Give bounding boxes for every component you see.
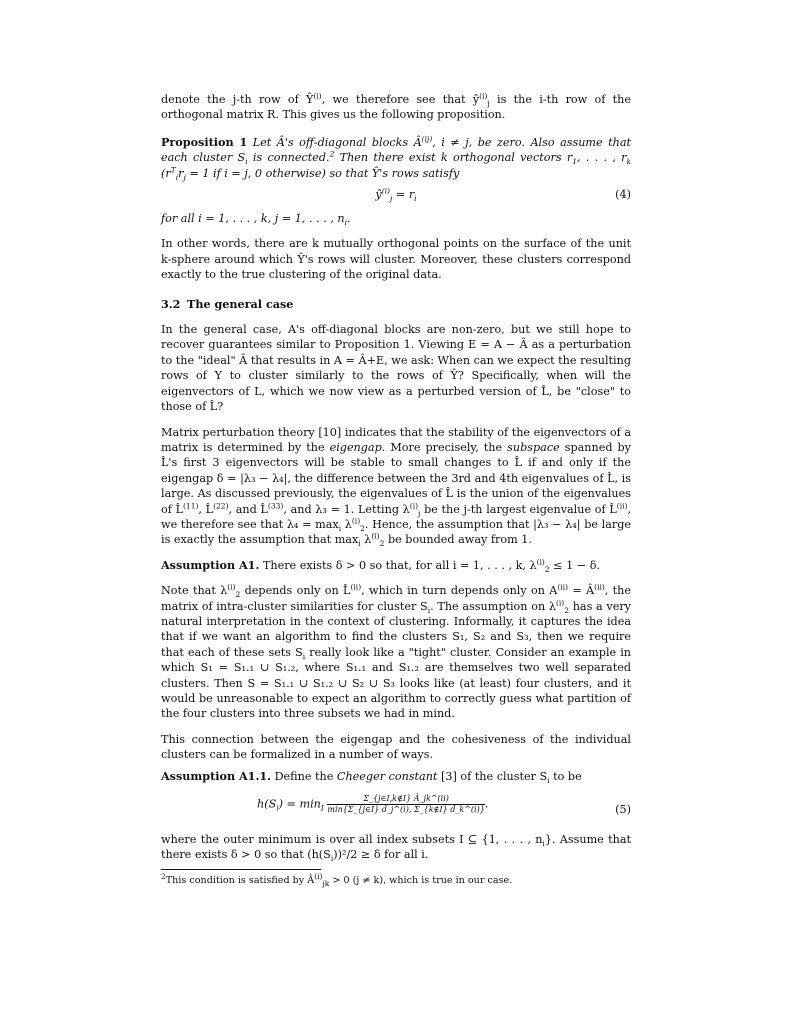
equation-number: (4) bbox=[615, 188, 631, 202]
paragraph-general-case: In the general case, A's off-diagonal blocks are non-zero, but we still hope to recover guarantees similar to Proposition 1. Viewing E = A − Â as a perturbation to the "ideal" Â that results in A = Â+E, we ask: When can we expect the resulting rows of Y to cluster similarly to the rows of Ŷ? Specifically, when will the eigenvectors of L, which we now view as a perturbed version of L̂, be "close" to those of L̂? bbox=[161, 323, 631, 414]
section-heading: 3.2 The general case bbox=[161, 296, 294, 311]
proposition-1: Proposition 1 Let Â's off-diagonal blocks $Â^{(ij)}$, i ≠ j, be zero. Also assume that each cluster $S_i$ is connected.$^2$ Then there exist k orthogonal vectors $r_1$, . . . , $r_k$ ($r^T_ir_j = 1$ if i = j, 0 otherwise) so that Ŷ's rows satisfy bbox=[161, 134, 632, 182]
intro-paragraph: denote the j-th row of $Ŷ^{(i)}$, we therefore see that $ŷ^{(i)}_j$ is the i-th row of the orthogonal matrix R. This gives us the following proposition. bbox=[161, 91, 631, 122]
assumption-a11: Assumption A1.1. Define the Cheeger constant [3] of the cluster $S_i$ to be bbox=[161, 768, 582, 785]
equation-5: $h(S_i) = \min_I$ $\frac{\Sigma\_\{j\in I,k\notin I\} Â\_jk\^{}(ii)}{\min\{\Sigma\_\{j\in I\} d̂\_j\^{}(i), \Sigma\_\{k\notin I\} d̂\_k\^{}(i)\}}$ . (5) bbox=[257, 794, 631, 817]
footnote-rule bbox=[161, 869, 321, 870]
footnote: $^2$This condition is satisfied by $Â^{(i)}_{jk} > 0$ (j ≠ k), which is true in our case. bbox=[161, 871, 513, 888]
assumption-a11-continued: where the outer minimum is over all index subsets I ⊆ {1, . . . , $n_i$}. Assume that there exists δ > 0 so that $(h(S_i))^2/2 \ge \delta$ for all i. bbox=[161, 833, 631, 864]
cheeger-fraction: $\frac{\Sigma\_\{j\in I,k\notin I\} Â\_jk\^{}(ii)}{\min\{\Sigma\_\{j\in I\} d̂\_j\^{}(i), \Sigma\_\{k\notin I\} d̂\_k\^{}(i)\}}$ bbox=[327, 794, 485, 815]
equation-number: (5) bbox=[615, 803, 631, 817]
paragraph-matrix-perturbation: Matrix perturbation theory [10] indicates that the stability of the eigenvectors of a matrix is determined by the eigengap. More precisely, the subspace spanned by L̂'s first 3 eigenvectors will be stable to small changes to L̂ if and only if the eigengap δ = |λ₃ − λ₄|, the difference between the 3rd and 4th eigenvalues of L̂, is large. As discussed previously, the eigenvalues of L̂ is the union of the eigenvalues of L̂$^{(11)}$, L̂$^{(22)}$, and L̂$^{(33)}$, and λ₃ = 1. Letting $\lambda^{(i)}_j$ be the j-th largest eigenvalue of L̂$^{(ii)}$, we therefore see that $\lambda_4 = \max_i \lambda^{(i)}_2$. Hence, the assumption that |λ₃ − λ₄| be large is exactly the assumption that $\max_i \lambda^{(i)}_2$ be bounded away from 1. bbox=[161, 425, 632, 549]
paragraph-note: Note that $\lambda^{(i)}_2$ depends only on L̂$^{(ii)}$, which in turn depends only on $A^{(ii)}$ = $Â^{(ii)}$, the matrix of intra-cluster similarities for cluster $S_i$. The assumption on $\lambda^{(i)}_2$ has a very natural interpretation in the context of clustering. Informally, it captures the idea that if we want an algorithm to find the clusters S₁, S₂ and S₃, then we require that each of these sets $S_i$ really look like a "tight" cluster. Consider an example in which S₁ = S₁.₁ ∪ S₁.₂, where S₁.₁ and S₁.₂ are themselves two well separated clusters. Then S = S₁.₁ ∪ S₁.₂ ∪ S₂ ∪ S₃ looks like (at least) four clusters, and it would be unreasonable to expect an algorithm to correctly guess what partition of the four clusters into three subsets we had in mind. bbox=[161, 582, 632, 721]
paragraph-connection: This connection between the eigengap and the cohesiveness of the individual clusters can be formalized in a number of ways. bbox=[161, 732, 631, 762]
proposition-for-all: for all i = 1, . . . , k, j = 1, . . . , $n_i$. bbox=[161, 212, 351, 228]
paragraph-other-words: In other words, there are k mutually orthogonal points on the surface of the unit k-sphere around which Ŷ's rows will cluster. Moreover, these clusters correspond exactly to the true clustering of the original data. bbox=[161, 237, 631, 282]
paper-page bbox=[161, 92, 631, 887]
assumption-a1: Assumption A1. There exists δ > 0 so that, for all i = 1, . . . , k, $\lambda^{(i)}_2 \le 1 - \delta$. bbox=[161, 557, 600, 574]
equation-4: $ŷ^{(i)}_j = r_i$ (4) bbox=[375, 186, 631, 204]
footnote-mark: 2 bbox=[329, 149, 335, 159]
